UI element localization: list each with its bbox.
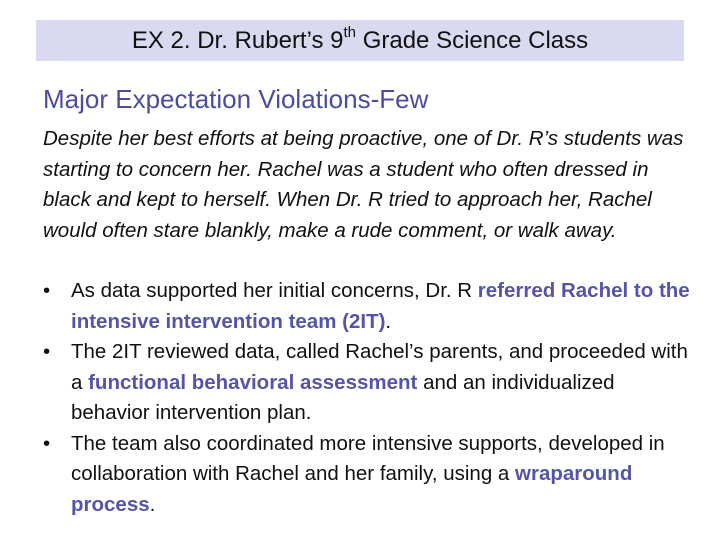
slide-title — [131, 23, 589, 55]
bullet-item — [43, 276, 693, 337]
bullet-text: The 2IT reviewed data, called Rachel’s parents, and proceeded with a — [71, 340, 688, 394]
bullet-text-end: and an individualized behavior intervention plan. — [71, 370, 615, 424]
highlighted-term: referred Rachel to the intensive intervention team (2IT) — [71, 279, 690, 333]
highlighted-term: functional behavioral assessment — [88, 370, 418, 394]
highlighted-term: wraparound process — [71, 462, 633, 516]
slide-title-bar — [36, 20, 684, 61]
bullet-item — [43, 337, 693, 429]
bullet-icon: • — [43, 279, 51, 302]
slide-title-main: EX 2. Dr. Rubert’s 9 — [131, 26, 344, 54]
bullet-icon: • — [43, 431, 51, 455]
bullet-item — [43, 429, 693, 521]
bullet-text: The team also coordinated more intensive supports, developed in collaboration with Rachel and her family, using a — [71, 431, 665, 485]
slide-title-superscript: th — [343, 23, 357, 41]
section-heading: Major Expectation Violations-Few — [43, 84, 429, 114]
bullet-text-end: . — [385, 309, 392, 333]
bullet-text-end: . — [149, 492, 156, 516]
bullet-list — [43, 276, 693, 520]
bullet-icon: • — [43, 340, 51, 363]
bullet-text: As data supported her initial concerns, Dr. R — [71, 279, 478, 302]
intro-paragraph: Despite her best efforts at being proactive, one of Dr. R’s students was starting to concern her. Rachel was a student who often dressed in black and kept to herself. When Dr. R tried to approach her, Rachel would often stare blankly, make a rude comment, or walk away. — [43, 127, 684, 242]
slide-title-end: Grade Science Class — [356, 26, 589, 54]
